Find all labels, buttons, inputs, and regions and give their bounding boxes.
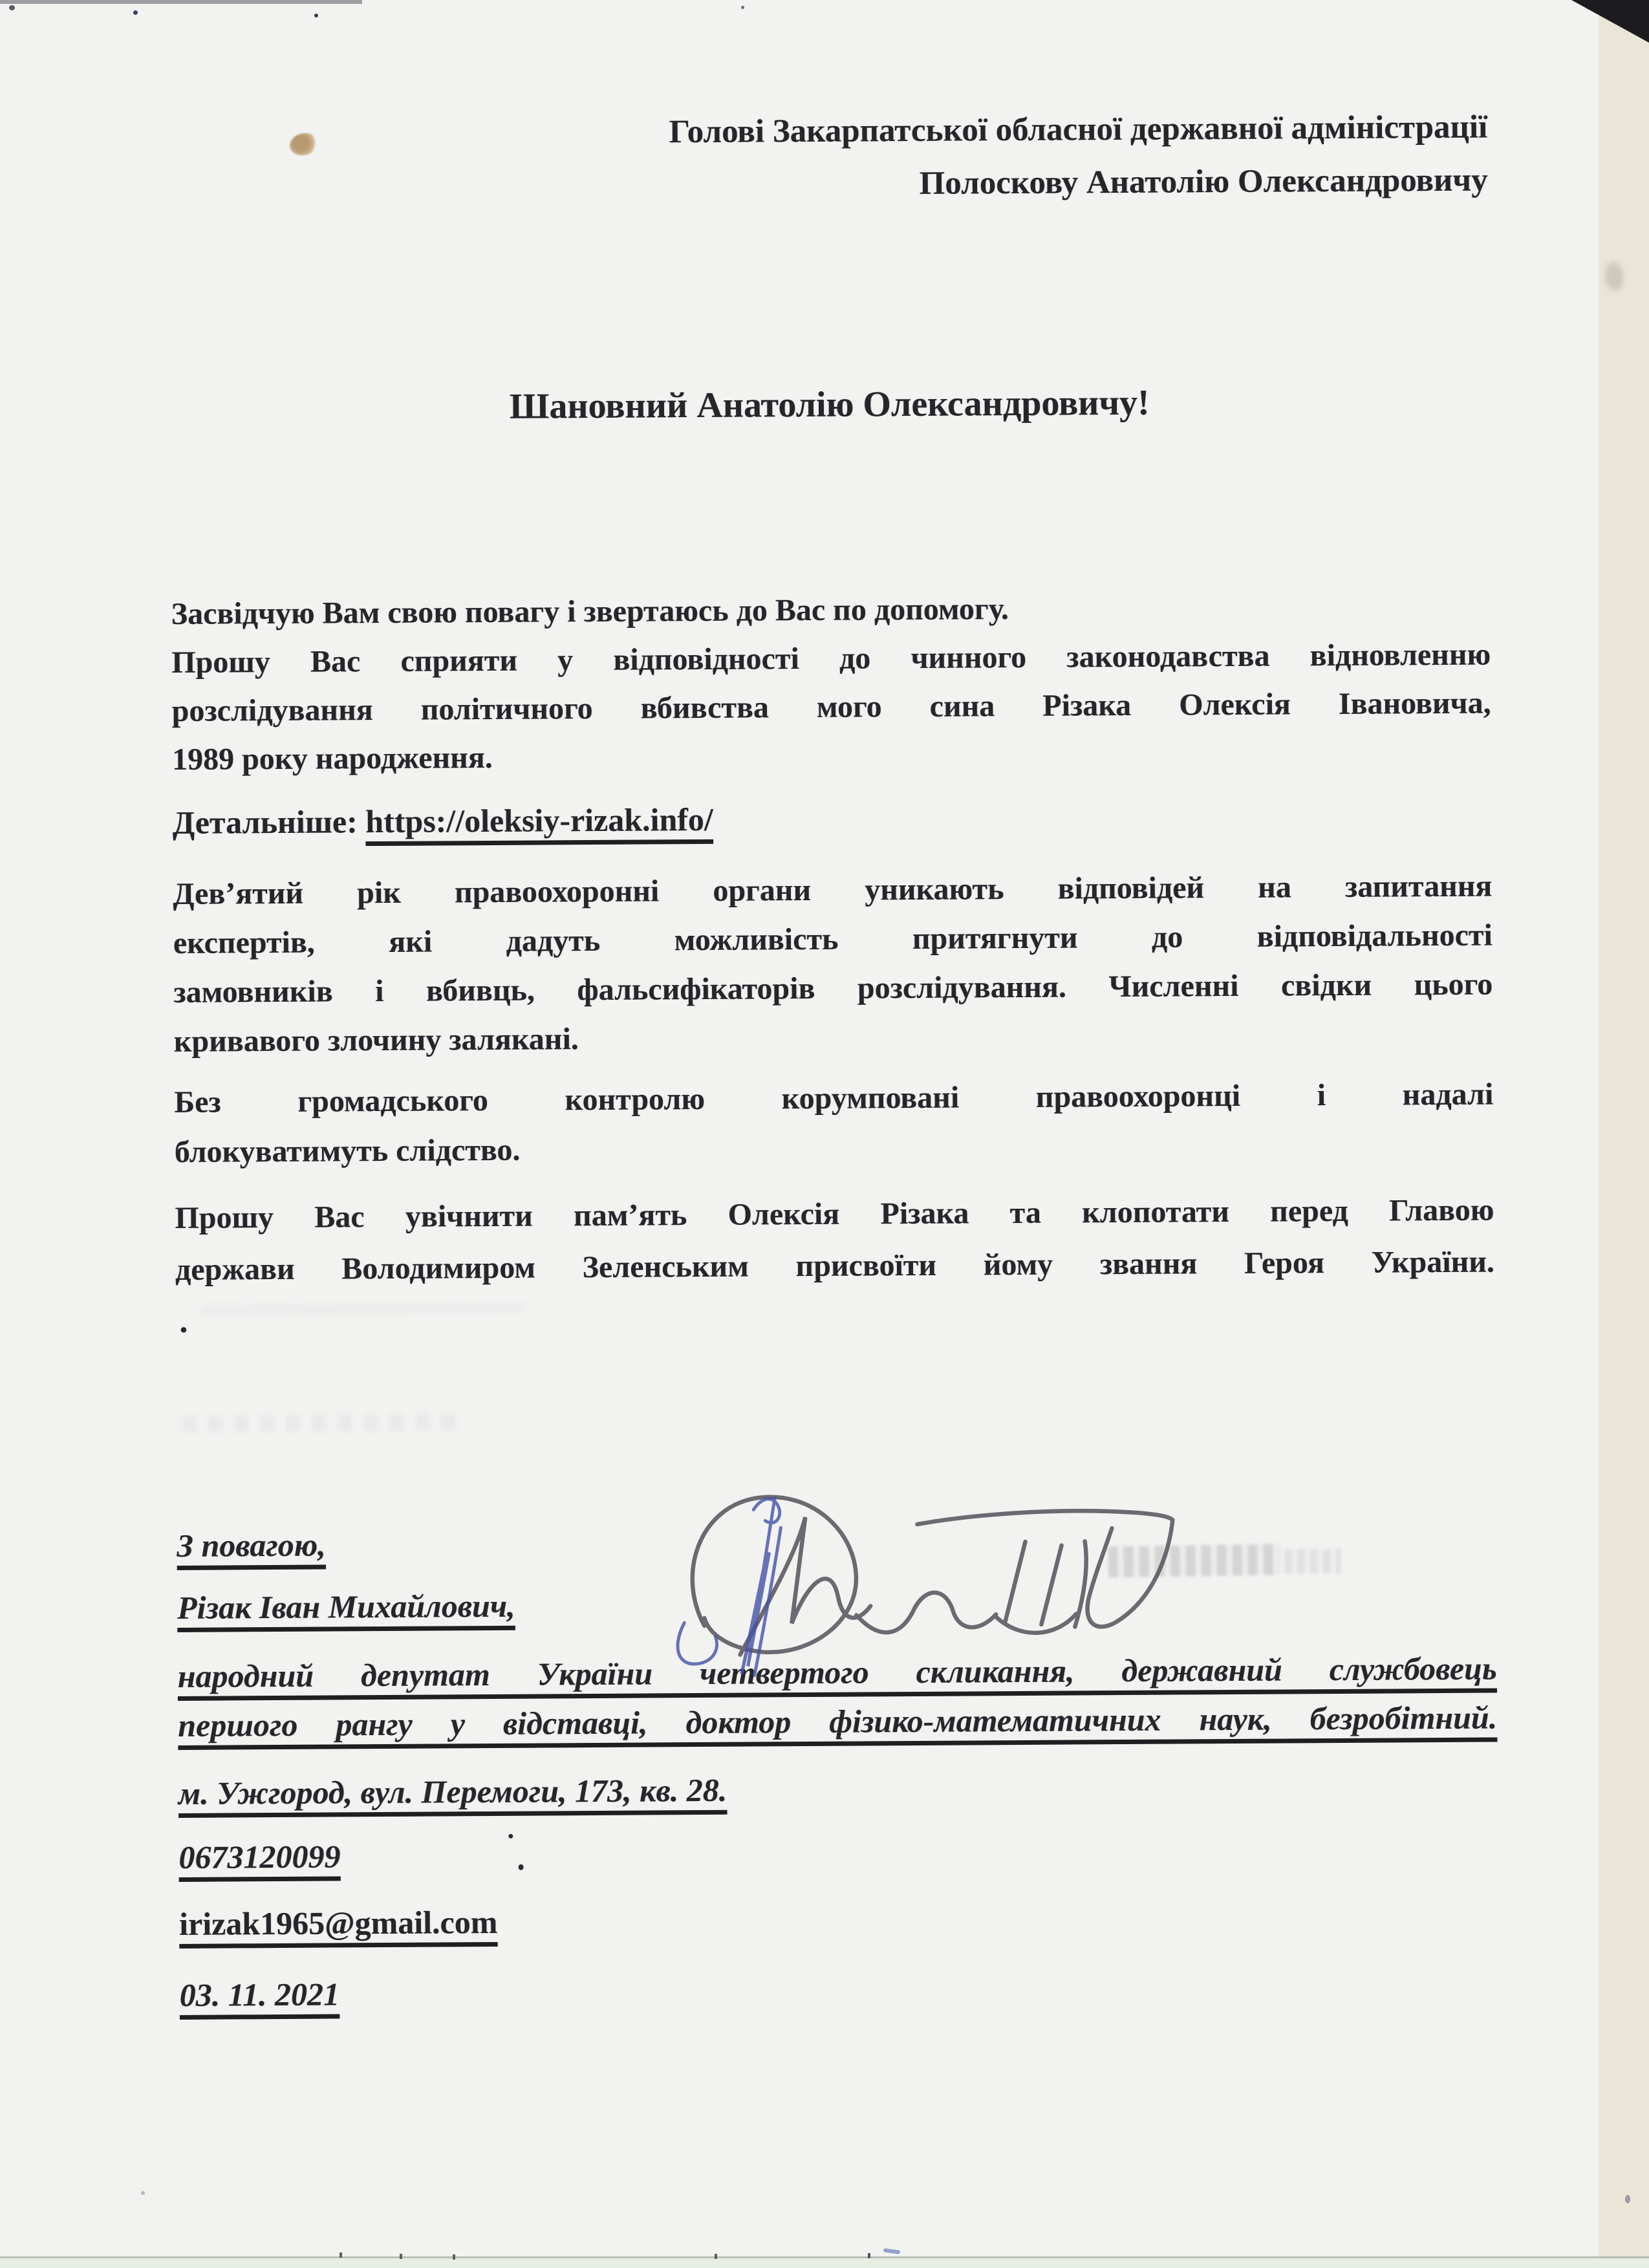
ink-speck	[1625, 2195, 1630, 2203]
closing-line: З повагою,	[177, 1526, 326, 1564]
handwritten-signature	[642, 1458, 1200, 1694]
ink-speck	[508, 1834, 513, 1839]
ink-speck	[519, 1864, 524, 1870]
ink-speck	[741, 6, 744, 9]
paragraph-line: держави Володимиром Зеленським присвоїти йому звання Героя України.	[175, 1244, 1495, 1287]
ghost-smudge	[201, 1304, 524, 1314]
paragraph-line: Без громадського контролю корумповані правоохоронці і надалі	[174, 1077, 1494, 1119]
bleed-through-artifact	[1284, 1549, 1341, 1574]
paragraph-1	[171, 582, 1492, 784]
paragraph-line: блокуватимуть слідство.	[174, 1132, 521, 1169]
signer-name: Різак Іван Михайлович,	[177, 1587, 515, 1626]
paragraph-line: експертів, які дадуть можливість притягнути до відповідальності	[173, 918, 1493, 960]
paragraph-line: Прошу Вас сприяти у відповідності до чинного законодавства відновленню	[171, 637, 1491, 680]
paragraph-4	[175, 1185, 1494, 1296]
edge-tick-marks	[339, 2252, 342, 2258]
smudge-artifact	[1605, 262, 1623, 290]
paragraph-line: кривавого злочину залякані.	[173, 1022, 579, 1059]
ink-speck	[141, 2191, 145, 2195]
paragraph-line: Дев’ятий рік правоохоронні органи уникають відповідей на запитання	[173, 869, 1493, 911]
salutation: Шановний Анатолію Олександровичу!	[509, 382, 1150, 427]
details-label: Детальніше:	[172, 803, 366, 841]
ink-speck	[133, 10, 138, 15]
paragraph-line: Засвідчую Вам свою повагу і звертаюсь до Вас по допомогу.	[171, 592, 1009, 631]
ink-speck	[9, 5, 15, 10]
recipient-block	[168, 101, 1488, 215]
paragraph-line: Прошу Вас увічнити пам’ять Олексія Різака та клопотати перед Главою	[175, 1193, 1494, 1235]
website-link: https://oleksiy-rizak.info/	[365, 801, 713, 840]
signer-title-line-1: народний депутат України четвертого скликання, державний службовець	[177, 1650, 1497, 1694]
signer-title-line-2: першого рангу у відставці, доктор фізико-математичних наук, безробітний.	[178, 1699, 1498, 1744]
paragraph-3	[174, 1070, 1494, 1177]
paragraph-line: розслідування політичного вбивства мого сина Різака Олексія Івановича,	[171, 686, 1491, 728]
letter-content	[168, 101, 1499, 2049]
stray-period: .	[179, 1302, 188, 1340]
ink-speck	[314, 14, 318, 17]
paragraph-line: замовників і вбивць, фальсифікаторів розслідування. Численні свідки цього	[173, 967, 1493, 1010]
paragraph-line: 1989 року народження.	[171, 740, 493, 777]
scanner-background-strip	[1599, 0, 1649, 2258]
date-line: 03. 11. 2021	[179, 1976, 340, 2013]
phone-number: 0673120099	[178, 1838, 341, 1875]
email-address: irizak1965@gmail.com	[178, 1903, 498, 1942]
top-edge-artifact	[0, 0, 362, 4]
recipient-line-1: Голові Закарпатської обласної державної адміністрації	[669, 109, 1488, 151]
ghost-smudge	[182, 1414, 460, 1432]
scanner-bottom-strip	[0, 2258, 1649, 2268]
recipient-line-2: Полоскову Анатолію Олександровичу	[919, 162, 1488, 202]
address-line: м. Ужгород, вул. Перемоги, 173, кв. 28.	[178, 1771, 727, 1811]
paragraph-2	[173, 862, 1493, 1066]
details-line	[173, 790, 1492, 847]
ink-speck	[883, 2248, 901, 2254]
